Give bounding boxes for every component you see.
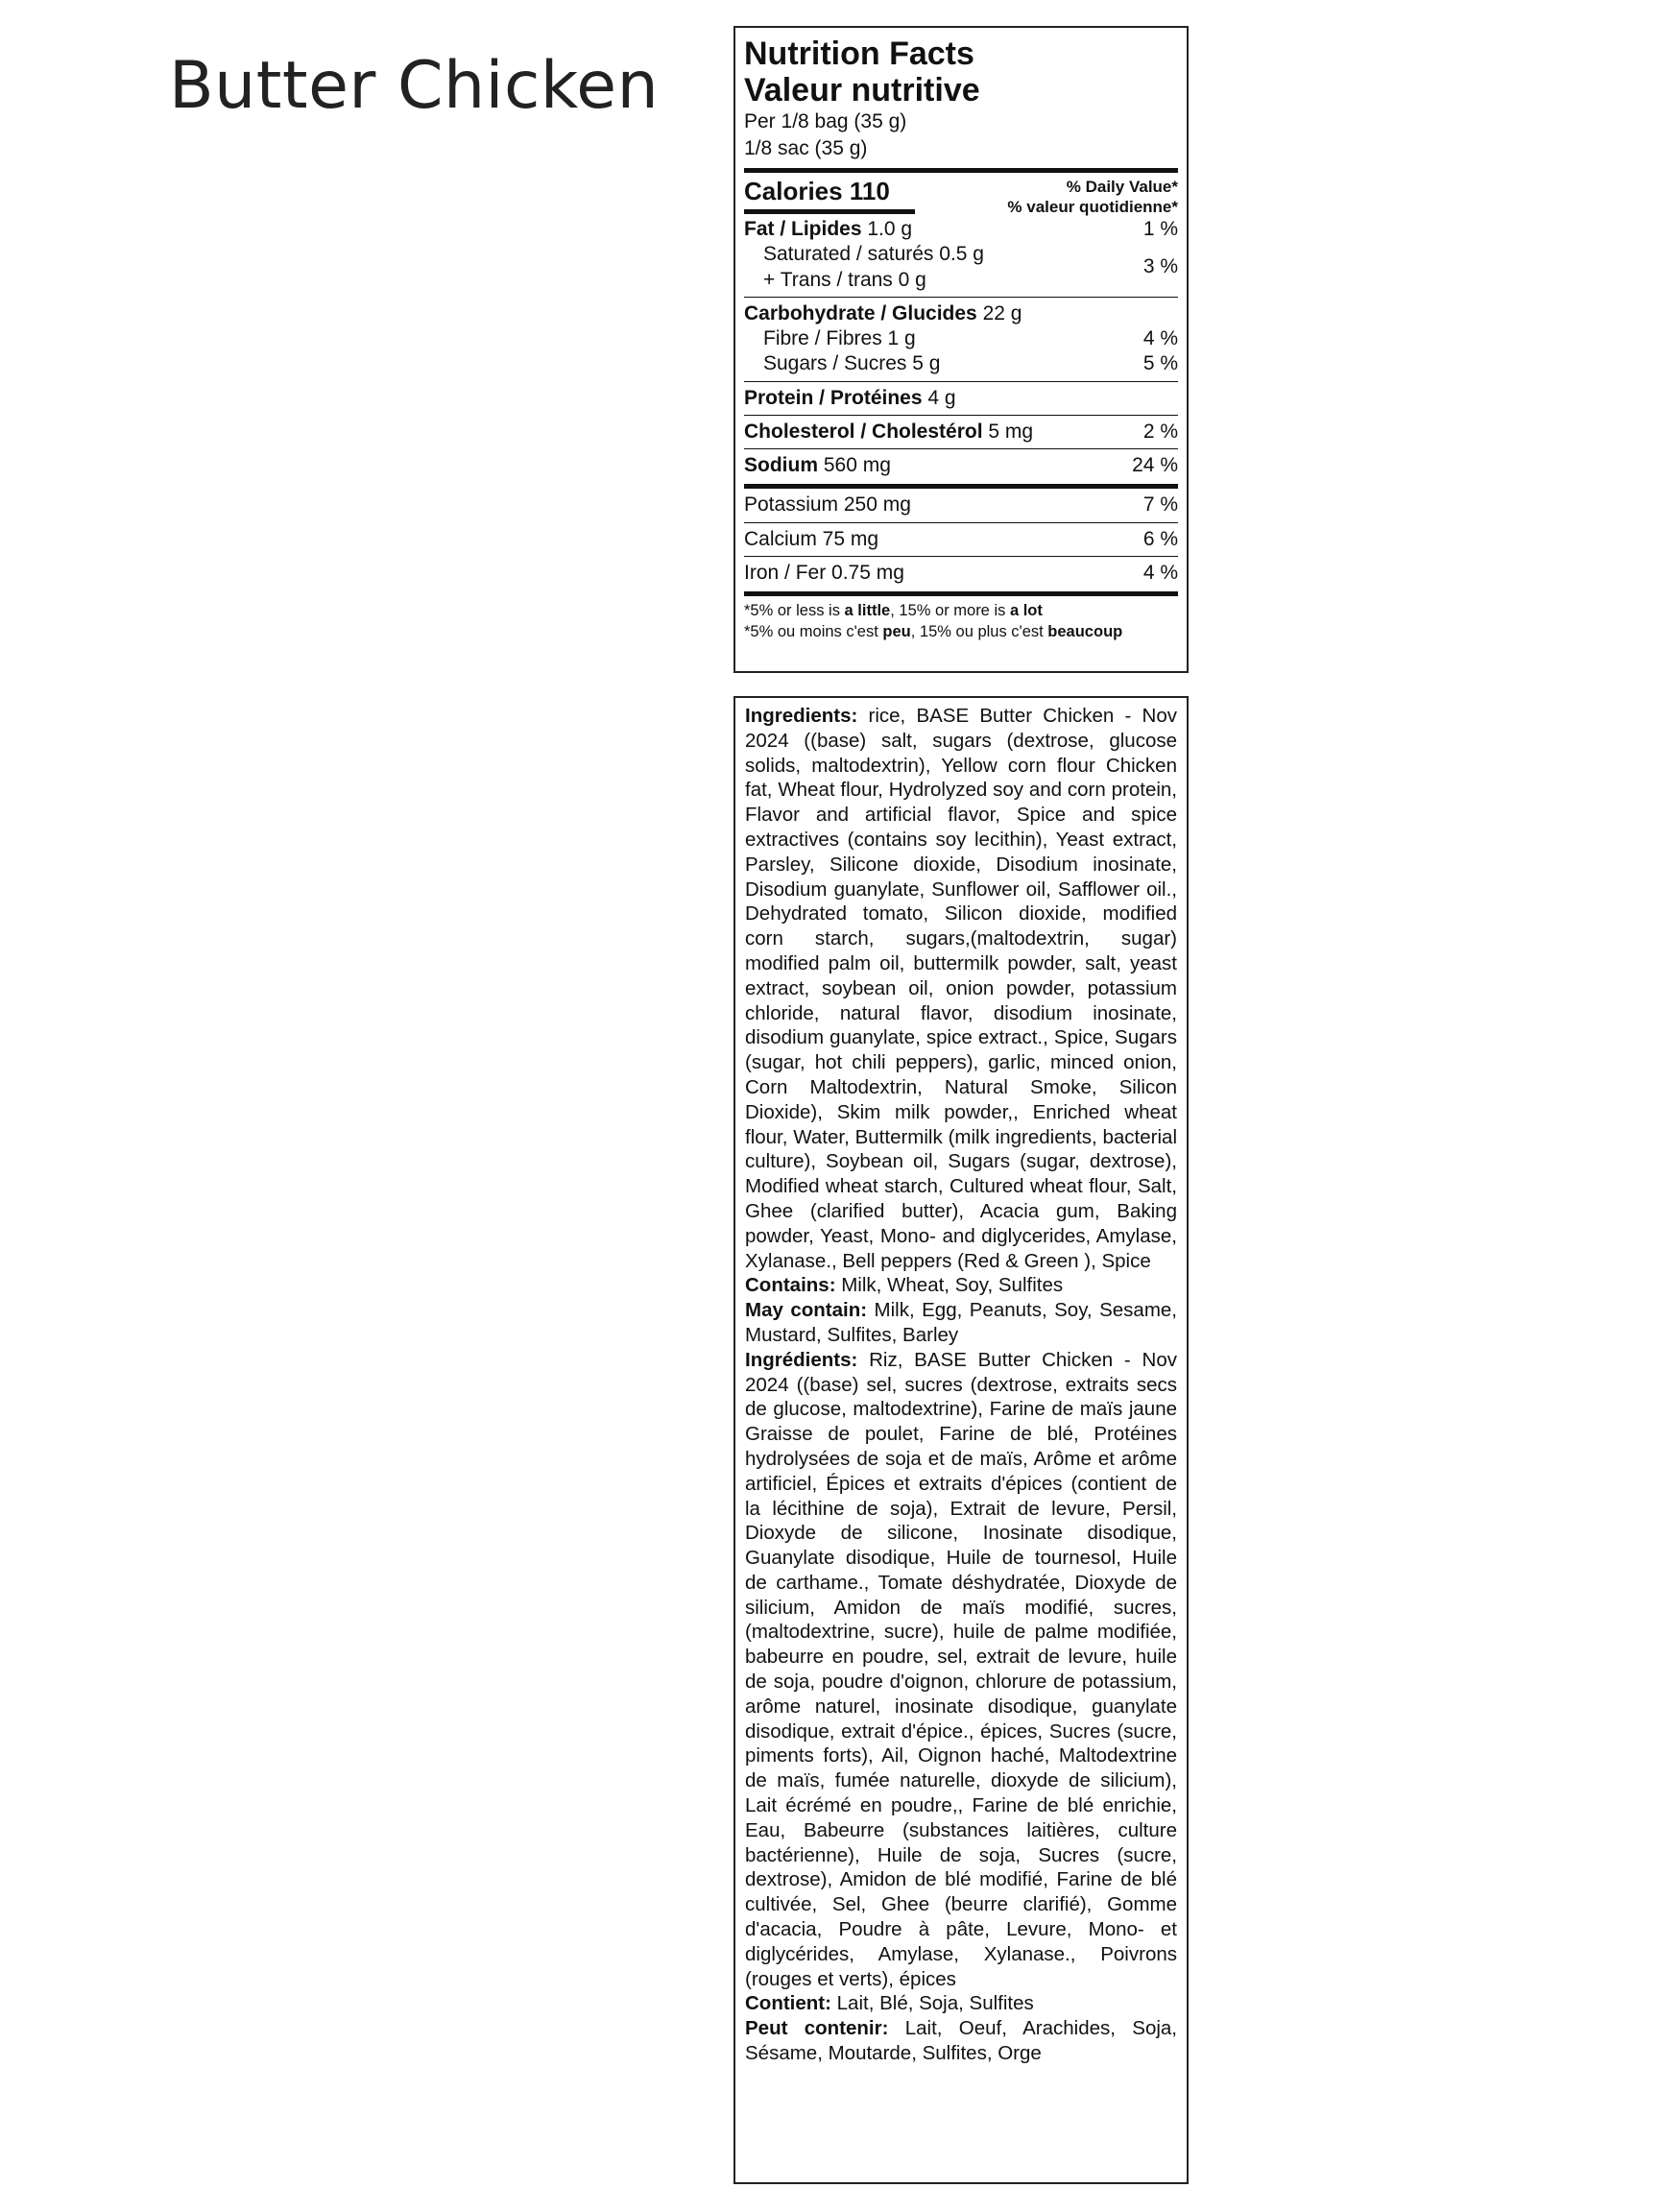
may-contain-fr-text: Lait, Oeuf, Arachides, Soja, Sésame, Moutarde, Sulfites, Orge — [745, 2017, 1177, 2065]
potassium-dv: 7 % — [1142, 493, 1178, 517]
saturated-trans-group — [744, 242, 1178, 293]
sodium-amount: 560 mg — [818, 454, 891, 476]
divider — [744, 297, 1178, 298]
contains-en-text: Milk, Wheat, Soy, Sulfites — [835, 1274, 1064, 1297]
calcium-row — [744, 527, 1178, 552]
footnote-text: , 15% ou plus c'est — [910, 623, 1048, 640]
footnote-emphasis: a lot — [1009, 602, 1043, 619]
carbohydrate-amount: 22 g — [976, 301, 1022, 325]
calcium-label: Calcium 75 mg — [744, 527, 879, 550]
carbohydrate-label: Carbohydrate / Glucides — [744, 301, 977, 325]
sugars-label: Sugars / Sucres 5 g — [763, 352, 941, 375]
nutrition-title-fr: Valeur nutritive — [744, 72, 980, 108]
fat-row — [744, 217, 1178, 242]
ingredients-fr-label: Ingrédients: — [745, 1348, 858, 1371]
carbohydrate-row — [744, 301, 1178, 326]
ingredients-en — [745, 704, 1177, 1273]
fat-dv: 1 % — [1142, 218, 1178, 240]
footnote-text: *5% or less is — [744, 602, 845, 619]
footnote — [744, 600, 1178, 642]
fat-label: Fat / Lipides — [744, 218, 862, 240]
potassium-label: Potassium 250 mg — [744, 493, 911, 517]
fat-amount: 1.0 g — [861, 218, 913, 240]
may-contain-en-label: May contain: — [745, 1299, 868, 1322]
sodium-row — [744, 453, 1178, 478]
footnote-text: , 15% or more is — [890, 602, 1010, 619]
ingredients-en-text: rice, BASE Butter Chicken - Nov 2024 ((base) salt, sugars (dextrose, glucose solids, maltodextrin), Yellow corn flour Chicken fat, Wheat flour, Hydrolyzed soy and corn protein, Flavor and artificial flavor, Spice and spice extractives (contains soy lecithin), Yeast extract, Parsley, Silicone dioxide, Disodium inosinate, Disodium guanylate, Sunflower oil, Safflower oil., Dehydrated tomato, Silicon dioxide, modified corn starch, sugars,(maltodextrin, sugar) modified palm oil, buttermilk powder, salt, yeast extract, soybean oil, onion powder, potassium chloride, natural flavor, disodium inosinate, disodium guanylate, spice extract., Spice, Sugars (sugar, hot chili peppers), garlic, minced onion, Corn Maltodextrin, Natural Smoke, Silicon Dioxide), Skim milk powder,, Enriched wheat flour, Water, Buttermilk (milk ingredients, bacterial culture), Soybean oil, Sugars (sugar, dextrose), Modified wheat starch, Cultured wheat flour, Salt, Ghee (clarified butter), Acacia gum, Baking powder, Yeast, Mono- and diglycerides, Amylase, Xylanase., Bell peppers (Red & Green ), Spice — [745, 705, 1177, 1272]
divider — [744, 556, 1178, 557]
cholesterol-row — [744, 420, 1178, 445]
calcium-dv: 6 % — [1142, 527, 1178, 550]
may-contain-en-text: Milk, Egg, Peanuts, Soy, Sesame, Mustard, Sulfites, Barley — [745, 1299, 1177, 1346]
divider — [744, 591, 1178, 596]
daily-value-header-en: % Daily Value* — [1066, 178, 1178, 196]
serving-size-fr: 1/8 sac (35 g) — [744, 137, 868, 159]
product-title: Butter Chicken — [169, 48, 660, 124]
calories-row — [744, 177, 1178, 217]
protein-row — [744, 386, 1178, 411]
saturated-trans-dv: 3 % — [1142, 255, 1178, 278]
divider — [744, 522, 1178, 523]
sodium-label: Sodium — [744, 454, 818, 476]
protein-amount: 4 g — [922, 386, 956, 409]
may-contain-en — [745, 1298, 1177, 1348]
trans-fat: + Trans / trans 0 g — [763, 268, 926, 291]
cholesterol-amount: 5 mg — [982, 420, 1034, 443]
nutrition-title-en: Nutrition Facts — [744, 36, 974, 72]
fibre-dv: 4 % — [1142, 327, 1178, 349]
contains-fr-text: Lait, Blé, Soja, Sulfites — [830, 1992, 1034, 2015]
saturated-fat: Saturated / saturés 0.5 g — [763, 243, 984, 266]
contains-en — [745, 1273, 1177, 1298]
ingredients-panel — [733, 696, 1189, 2184]
may-contain-fr — [745, 2016, 1177, 2066]
fibre-row — [744, 326, 1178, 351]
protein-label: Protein / Protéines — [744, 386, 923, 409]
ingredients-en-label: Ingredients: — [745, 705, 858, 727]
fibre-label: Fibre / Fibres 1 g — [763, 327, 916, 349]
iron-row — [744, 561, 1178, 586]
footnote-emphasis: a little — [844, 602, 891, 619]
contains-en-label: Contains: — [745, 1274, 836, 1297]
ingredients-fr-text: Riz, BASE Butter Chicken - Nov 2024 ((base) sel, sucres (dextrose, extraits secs de glucose, maltodextrine), Farine de maïs jaune Graisse de poulet, Farine de blé, Protéines hydrolysées de soja et de maïs, Arôme et arôme artificiel, Épices et extraits d'épices (contient de la lécithine de soja), Extrait de levure, Persil, Dioxyde de silicone, Inosinate disodique, Guanylate disodique, Huile de tournesol, Huile de carthame., Tomate déshydratée, Dioxyde de silicium, Amidon de maïs modifié, sucres, (maltodextrine, sucre), huile de palme modifiée, babeurre en poudre, sel, extrait de levure, huile de soja, poudre d'oignon, chlorure de potassium, arôme naturel, inosinate disodique, guanylate disodique, extrait d'épice., épices, Sucres (sucre, piments forts), Ail, Oignon haché, Maltodextrine de maïs, fumée naturelle, dioxyde de silicium), Lait écrémé en poudre,, Farine de blé enrichie, Eau, Babeurre (substances laitières, culture bactérienne), Huile de soja, Sucres (sucre, dextrose), Amidon de blé modifié, Farine de blé cultivée, Sel, Ghee (beurre clarifié), Gomme d'acacia, Poudre à pâte, Levure, Mono- et diglycérides, Amylase, Xylanase., Poivrons (rouges et verts), épices — [745, 1348, 1177, 1990]
footnote-emphasis: beaucoup — [1047, 623, 1123, 640]
cholesterol-dv: 2 % — [1142, 420, 1178, 443]
divider — [744, 381, 1178, 382]
potassium-row — [744, 493, 1178, 517]
iron-dv: 4 % — [1142, 561, 1178, 584]
serving-size-en: Per 1/8 bag (35 g) — [744, 110, 907, 132]
daily-value-header-fr: % valeur quotidienne* — [1007, 198, 1178, 216]
footnote-text: *5% ou moins c'est — [744, 623, 883, 640]
contains-fr — [745, 1991, 1177, 2016]
footnote-en — [744, 600, 1178, 621]
iron-label: Iron / Fer 0.75 mg — [744, 561, 904, 584]
may-contain-fr-label: Peut contenir: — [745, 2017, 889, 2040]
divider — [744, 448, 1178, 449]
sugars-dv: 5 % — [1142, 352, 1178, 375]
divider — [744, 484, 1178, 489]
ingredients-fr — [745, 1348, 1177, 1992]
footnote-fr — [744, 621, 1178, 642]
contains-fr-label: Contient: — [745, 1992, 831, 2015]
calories-label: Calories 110 — [744, 177, 890, 205]
cholesterol-label: Cholesterol / Cholestérol — [744, 420, 983, 443]
calories-underline — [744, 209, 915, 214]
daily-value-header — [1007, 177, 1178, 217]
divider — [744, 415, 1178, 416]
nutrition-facts-panel — [733, 26, 1189, 673]
footnote-emphasis: peu — [882, 623, 911, 640]
sugars-row — [744, 351, 1178, 376]
divider — [744, 168, 1178, 173]
sodium-dv: 24 % — [1132, 454, 1178, 476]
